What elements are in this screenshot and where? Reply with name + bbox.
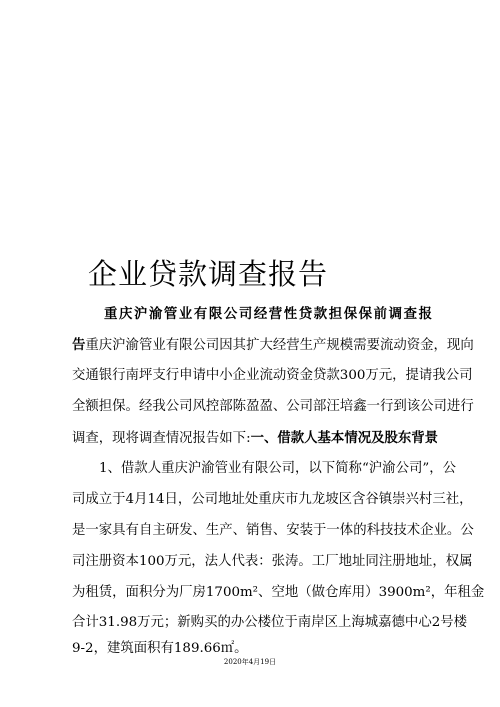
paragraph-2-line-6: 合计31.98万元；新购买的办公楼位于南岸区上海城嘉德中心2号楼	[72, 615, 468, 630]
paragraph-2-line-2: 司成立于4月14日，公司地址处重庆市九龙坡区含谷镇崇兴村三社，	[72, 492, 473, 507]
paragraph-1-text-end: 调查，现将调查情况报告如下:	[72, 431, 251, 446]
paragraph-1-line-3: 全额担保。经我公司风控部陈盈盈、公司部汪培鑫一行到该公司进行	[72, 399, 474, 414]
paragraph-1-line-2: 交通银行南坪支行申请中小企业流动资金贷款300万元，提请我公司	[72, 368, 473, 383]
paragraph-2-line-7: 9-2，建筑面积有189.66㎡。	[72, 641, 248, 656]
paragraph-2-line-5: 为租赁，面积分为厂房1700m²、空地（做仓库用）3900m²，年租金	[72, 585, 485, 600]
section-heading-1: 一、借款人基本情况及股东背景	[250, 430, 439, 446]
paragraph-2-line-1: 1、借款人重庆沪渝管业有限公司，以下简称“沪渝公司”，公	[99, 461, 456, 476]
footer-date: 2020年4月19日	[223, 658, 277, 666]
paragraph-2-line-4: 司注册资本100万元，法人代表：张涛。工厂地址同注册地址，权属	[72, 554, 473, 569]
report-subtitle: 重庆沪渝管业有限公司经营性贷款担保保前调查报	[104, 306, 432, 322]
paragraph-1-text: 重庆沪渝管业有限公司因其扩大经营生产规模需要流动资金，现向	[85, 338, 474, 353]
paragraph-1-line-1	[72, 336, 474, 355]
subtitle-continuation: 告	[72, 337, 86, 353]
paragraph-2-line-3: 是一家具有自主研发、生产、销售、安装于一体的科技技术企业。公	[72, 523, 474, 538]
paragraph-1-line-4	[72, 429, 439, 448]
document-title: 企业贷款调查报告	[88, 257, 329, 291]
